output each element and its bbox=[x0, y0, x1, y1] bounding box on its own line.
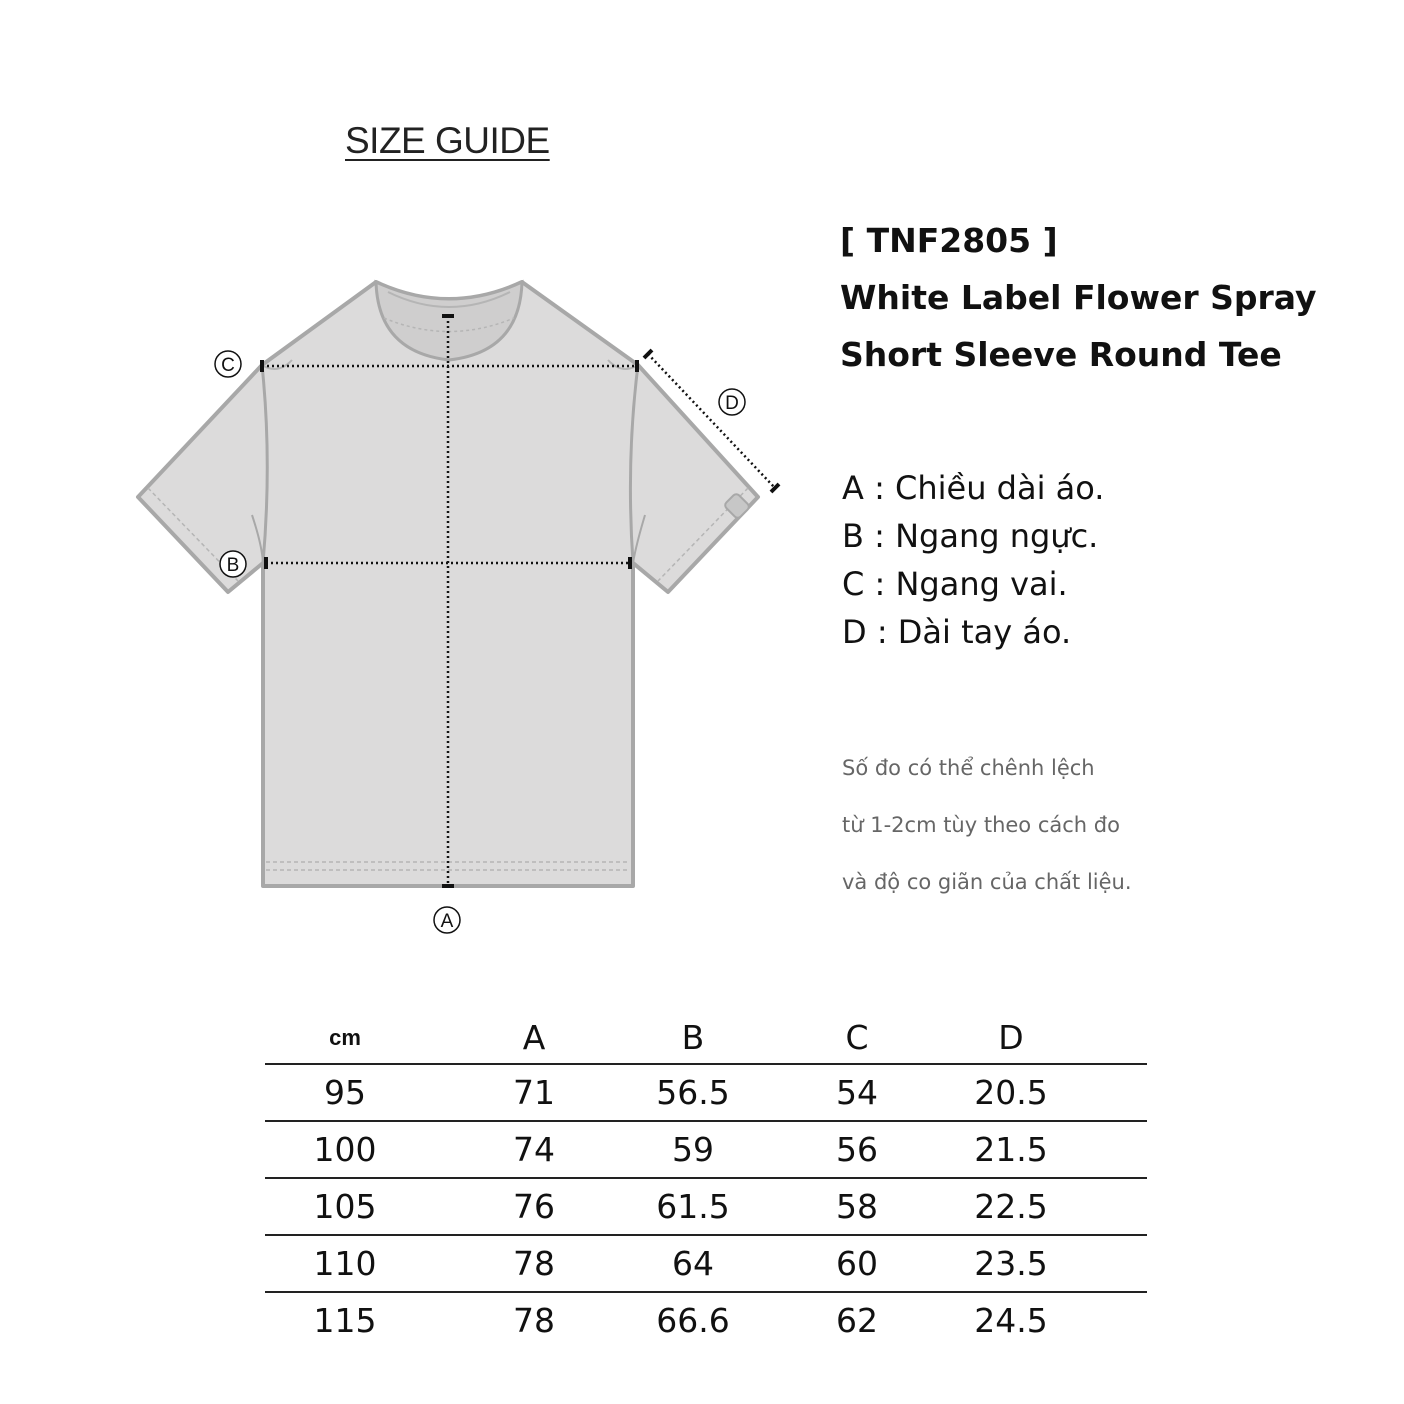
cell-d: 20.5 bbox=[971, 1064, 1051, 1121]
header-spacer bbox=[1051, 996, 1147, 1064]
svg-text:B: B bbox=[226, 555, 240, 576]
header-b: B bbox=[643, 996, 743, 1064]
header-c: C bbox=[743, 996, 971, 1064]
svg-text:D: D bbox=[725, 393, 739, 414]
cell-spacer bbox=[1051, 1121, 1147, 1178]
cell-size: 115 bbox=[313, 1301, 377, 1340]
cell-d: 21.5 bbox=[971, 1121, 1051, 1178]
measurement-legend bbox=[842, 464, 1104, 656]
cell-b: 66.6 bbox=[656, 1301, 730, 1340]
cell-spacer bbox=[1051, 1178, 1147, 1235]
cell-b: 64 bbox=[643, 1235, 743, 1292]
legend-item-c: C : Ngang vai. bbox=[842, 565, 1068, 603]
marker-b bbox=[220, 551, 246, 577]
cell-c: 56 bbox=[743, 1121, 971, 1178]
cell-size: 105 bbox=[265, 1178, 425, 1235]
table-row bbox=[265, 1178, 1147, 1235]
marker-d bbox=[719, 389, 745, 415]
cell-b: 56.5 bbox=[643, 1064, 743, 1121]
product-info bbox=[840, 212, 1317, 383]
cell-spacer bbox=[1051, 1064, 1147, 1121]
cell-b: 61.5 bbox=[643, 1178, 743, 1235]
product-name-line1: White Label Flower Spray bbox=[840, 278, 1317, 317]
legend-item-b: B : Ngang ngực. bbox=[842, 517, 1099, 555]
cell-a: 71 bbox=[425, 1064, 643, 1121]
header-a: A bbox=[425, 996, 643, 1064]
cell-c: 60 bbox=[743, 1235, 971, 1292]
marker-c bbox=[215, 351, 241, 377]
cell-spacer bbox=[1051, 1235, 1147, 1292]
legend-item-d: D : Dài tay áo. bbox=[842, 613, 1072, 651]
table-row bbox=[265, 1064, 1147, 1121]
cell-d: 22.5 bbox=[971, 1178, 1051, 1235]
header-d: D bbox=[971, 996, 1051, 1064]
size-table bbox=[265, 996, 1147, 1348]
cell-c: 58 bbox=[743, 1178, 971, 1235]
cell-c: 54 bbox=[743, 1064, 971, 1121]
header-unit: cm bbox=[265, 996, 425, 1064]
cell-a: 78 bbox=[513, 1301, 555, 1340]
cell-b: 59 bbox=[643, 1121, 743, 1178]
cell-size: 95 bbox=[265, 1064, 425, 1121]
table-row bbox=[265, 1121, 1147, 1178]
cell-size: 100 bbox=[265, 1121, 425, 1178]
cell-d: 23.5 bbox=[971, 1235, 1051, 1292]
cell-a: 74 bbox=[425, 1121, 643, 1178]
table-row bbox=[265, 1292, 1147, 1348]
cell-size: 110 bbox=[265, 1235, 425, 1292]
svg-text:C: C bbox=[221, 355, 235, 376]
measurement-note bbox=[842, 740, 1132, 911]
marker-a bbox=[434, 907, 460, 933]
cell-a: 78 bbox=[425, 1235, 643, 1292]
note-line: từ 1-2cm tùy theo cách đo bbox=[842, 813, 1120, 837]
legend-item-a: A : Chiều dài áo. bbox=[842, 469, 1105, 507]
note-line: và độ co giãn của chất liệu. bbox=[842, 870, 1132, 894]
table-header-row bbox=[265, 996, 1147, 1064]
page-title: SIZE GUIDE bbox=[345, 120, 550, 161]
product-code: [ TNF2805 ] bbox=[840, 221, 1058, 260]
cell-c: 62 bbox=[836, 1301, 878, 1340]
cell-spacer bbox=[1051, 1292, 1147, 1348]
cell-a: 76 bbox=[425, 1178, 643, 1235]
svg-text:A: A bbox=[440, 911, 454, 932]
table-row bbox=[265, 1235, 1147, 1292]
product-name-line2: Short Sleeve Round Tee bbox=[840, 335, 1282, 374]
cell-d: 24.5 bbox=[974, 1301, 1048, 1340]
note-line: Số đo có thể chênh lệch bbox=[842, 756, 1095, 780]
